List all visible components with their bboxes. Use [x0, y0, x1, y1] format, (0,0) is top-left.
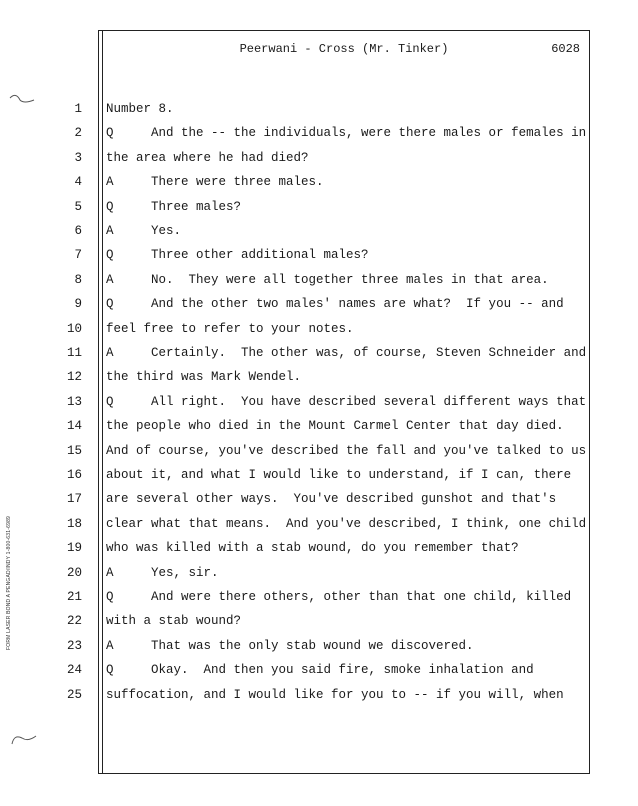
transcript-line: A No. They were all together three males in that area.	[106, 272, 549, 287]
transcript-line: are several other ways. You've described gunshot and that's	[106, 492, 557, 507]
line-number: 2	[74, 126, 82, 141]
line-number: 17	[66, 492, 82, 507]
page-header	[98, 42, 590, 58]
margin-tick-mark-bottom	[8, 730, 38, 750]
transcript-line: A Yes, sir.	[106, 565, 219, 580]
transcript-line: A That was the only stab wound we discovered.	[106, 638, 474, 653]
margin-rule	[102, 30, 103, 774]
transcript-line: the third was Mark Wendel.	[106, 370, 302, 385]
line-number: 15	[66, 443, 82, 458]
line-number: 3	[74, 150, 82, 165]
transcript-line: who was killed with a stab wound, do you remember that?	[106, 541, 519, 556]
transcript-line: A Certainly. The other was, of course, Steven Schneider and	[106, 346, 587, 360]
line-number: 7	[74, 248, 82, 263]
transcript-line: Q And were there others, other than that one child, killed	[106, 590, 572, 604]
line-number: 16	[66, 468, 82, 482]
transcript-line: And of course, you've described the fall and you've talked to us	[106, 443, 587, 458]
line-number: 6	[74, 224, 82, 238]
line-number: 19	[66, 541, 82, 556]
transcript-line: the people who died in the Mount Carmel Center that day died.	[106, 419, 564, 434]
line-number: 21	[66, 590, 82, 604]
transcript-line: A There were three males.	[106, 175, 324, 190]
transcript-line: with a stab wound?	[106, 614, 242, 629]
line-number: 9	[74, 297, 82, 312]
line-number: 5	[74, 199, 82, 214]
transcript-line: feel free to refer to your notes.	[106, 321, 354, 336]
transcript-line: A Yes.	[106, 224, 182, 238]
line-number: 23	[66, 638, 82, 653]
line-number: 1	[74, 102, 82, 116]
line-number: 22	[66, 614, 82, 629]
transcript-line: Q Three other additional males?	[106, 248, 369, 263]
transcript-line: Q And the -- the individuals, were there males or females in	[106, 126, 587, 141]
page-number: 6028	[551, 42, 580, 56]
line-number: 18	[66, 516, 82, 531]
line-number: 25	[66, 687, 82, 702]
margin-tick-mark-top	[8, 88, 38, 108]
line-number: 10	[66, 321, 82, 336]
transcript-line: clear what that means. And you've described, I think, one child	[106, 516, 587, 531]
side-note: FORM LASER BOND A PENGAD/INDY 1-800-631-6989	[6, 515, 12, 650]
line-number: 24	[66, 663, 82, 678]
line-number: 14	[66, 419, 82, 434]
header-title: Peerwani - Cross (Mr. Tinker)	[239, 42, 449, 56]
transcript-line: Q And the other two males' names are what? If you -- and	[106, 297, 564, 312]
line-number: 4	[74, 175, 82, 190]
transcript-line: suffocation, and I would like for you to -- if you will, when	[106, 687, 564, 702]
transcript-line: Number 8.	[106, 102, 174, 116]
transcript-line: about it, and what I would like to understand, if I can, there	[106, 468, 572, 482]
transcript-line: the area where he had died?	[106, 150, 309, 165]
line-number: 13	[66, 394, 82, 409]
line-number: 12	[66, 370, 82, 385]
line-number: 11	[66, 346, 82, 360]
transcript-line: Q All right. You have described several different ways that	[106, 394, 587, 409]
transcript-line: Q Three males?	[106, 199, 242, 214]
line-number: 8	[74, 272, 82, 287]
transcript-line: Q Okay. And then you said fire, smoke inhalation and	[106, 663, 534, 678]
line-number: 20	[66, 565, 82, 580]
